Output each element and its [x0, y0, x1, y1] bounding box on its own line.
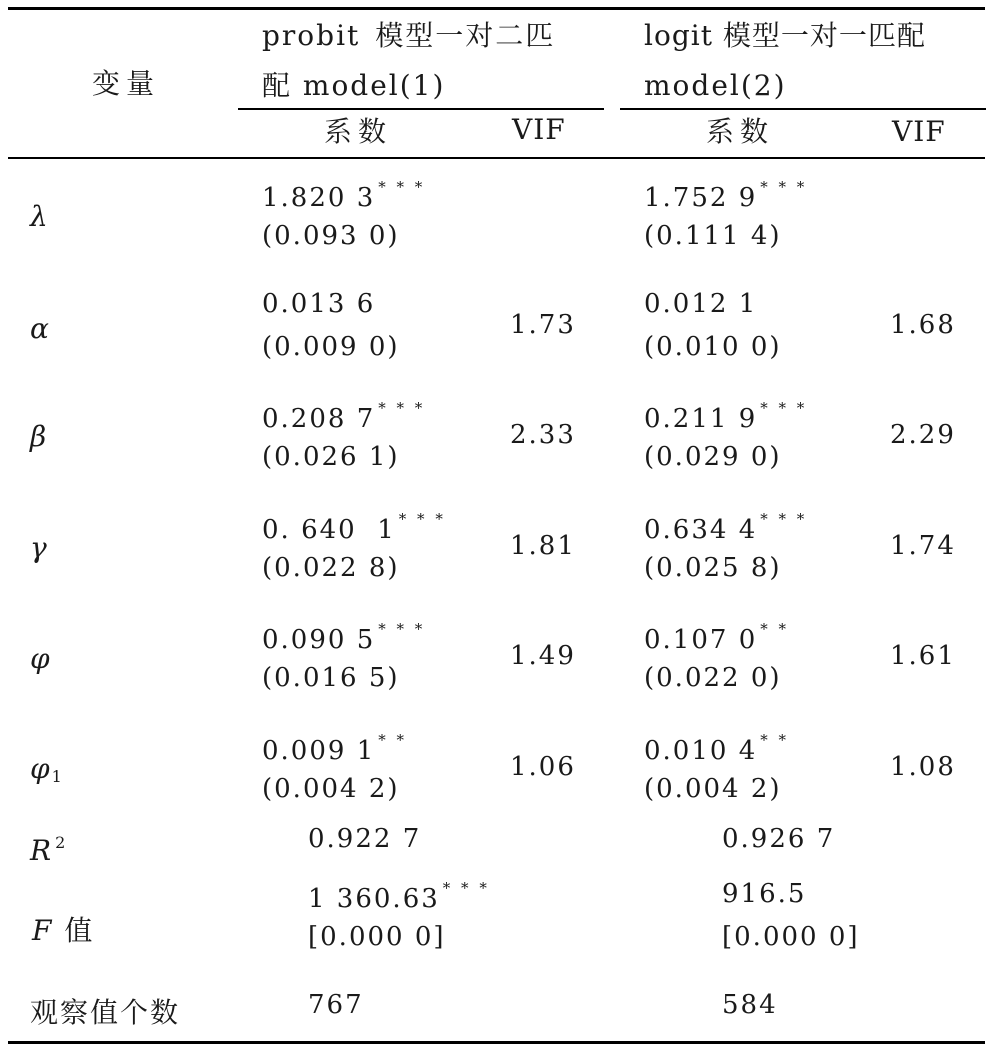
- header-model1-vif: VIF: [512, 113, 566, 146]
- row-alpha-m2-se: (0.010 0): [644, 332, 782, 362]
- row-beta-m2-vif: 2.29: [890, 420, 956, 450]
- row-gamma-m2-vif: 1.74: [890, 531, 956, 561]
- row-beta-m1-coef: 0.208 7 * * *: [262, 399, 426, 434]
- row-lambda-m1-se: (0.093 0): [262, 221, 400, 251]
- row-phi1-m2-coef: 0.010 4 * *: [644, 731, 790, 766]
- header-model2-vif: VIF: [892, 115, 946, 148]
- row-phi-m2-vif: 1.61: [890, 641, 956, 671]
- row-r2-var: R $^2$: [30, 833, 66, 867]
- header-model2-line2: model(2): [644, 69, 787, 102]
- header-variable: 变量: [92, 67, 161, 100]
- row-f-var: F 值: [32, 914, 95, 947]
- row-obs-m1: 767: [308, 990, 364, 1020]
- row-phi-m2-coef: 0.107 0 * *: [644, 620, 790, 655]
- row-obs-m2: 584: [722, 990, 778, 1020]
- row-lambda-var: λ: [30, 200, 48, 233]
- row-f-m2-p: [0.000 0]: [722, 922, 860, 952]
- row-phi1-m1-vif: 1.06: [510, 752, 576, 782]
- row-f-m1-p: [0.000 0]: [308, 922, 446, 952]
- row-lambda-m2-se: (0.111 4): [644, 221, 782, 251]
- header-model1-line1: probit 模型一对二匹: [262, 19, 556, 52]
- row-alpha-m1-vif: 1.73: [510, 310, 576, 340]
- row-f-m1-value: 1 360.63 * * *: [308, 879, 490, 914]
- row-gamma-m2-coef: 0.634 4 * * *: [644, 510, 808, 545]
- row-beta-var: β: [30, 420, 47, 453]
- row-f-m2-value: 916.5: [722, 879, 807, 909]
- header-model2-coef: 系数: [706, 115, 775, 148]
- row-phi1-m1-se: (0.004 2): [262, 774, 400, 804]
- row-alpha-m1-se: (0.009 0): [262, 332, 400, 362]
- model2-header-rule: [620, 108, 986, 110]
- row-beta-m2-se: (0.029 0): [644, 442, 782, 472]
- row-beta-m2-coef: 0.211 9 * * *: [644, 399, 808, 434]
- top-rule: [8, 7, 985, 10]
- row-alpha-m1-coef: 0.013 6: [262, 289, 376, 319]
- header-bottom-rule: [8, 157, 985, 159]
- row-phi1-m1-coef: 0.009 1 * *: [262, 731, 408, 766]
- row-alpha-m2-coef: 0.012 1: [644, 289, 758, 319]
- row-gamma-m2-se: (0.025 8): [644, 553, 782, 583]
- row-lambda-m1-coef: 1.820 3 * * *: [262, 178, 426, 213]
- row-phi-m1-vif: 1.49: [510, 641, 576, 671]
- row-lambda-m2-coef: 1.752 9 * * *: [644, 178, 808, 213]
- row-gamma-m1-se: (0.022 8): [262, 553, 400, 583]
- row-phi-m1-coef: 0.090 5 * * *: [262, 620, 426, 655]
- header-model2-line1: logit 模型一对一匹配: [644, 19, 926, 52]
- header-model1-coef: 系数: [324, 115, 393, 148]
- row-phi1-m2-se: (0.004 2): [644, 774, 782, 804]
- row-phi-m1-se: (0.016 5): [262, 663, 400, 693]
- row-obs-var: 观察值个数: [30, 996, 181, 1029]
- row-alpha-var: α: [30, 312, 49, 345]
- row-phi-var: φ: [30, 642, 50, 675]
- row-gamma-m1-coef: 0. 640 1 * * *: [262, 510, 446, 545]
- row-gamma-var: γ: [30, 531, 47, 564]
- row-r2-m2: 0.926 7: [722, 824, 836, 854]
- row-beta-m1-se: (0.026 1): [262, 442, 400, 472]
- bottom-rule: [8, 1041, 985, 1044]
- row-phi1-var: φ $_1$: [30, 752, 62, 786]
- row-alpha-m2-vif: 1.68: [890, 310, 956, 340]
- model1-header-rule: [238, 108, 604, 110]
- header-model1-line2: 配 model(1): [262, 69, 446, 102]
- row-phi-m2-se: (0.022 0): [644, 663, 782, 693]
- row-phi1-m2-vif: 1.08: [890, 752, 956, 782]
- row-beta-m1-vif: 2.33: [510, 420, 576, 450]
- row-gamma-m1-vif: 1.81: [510, 531, 576, 561]
- row-r2-m1: 0.922 7: [308, 824, 422, 854]
